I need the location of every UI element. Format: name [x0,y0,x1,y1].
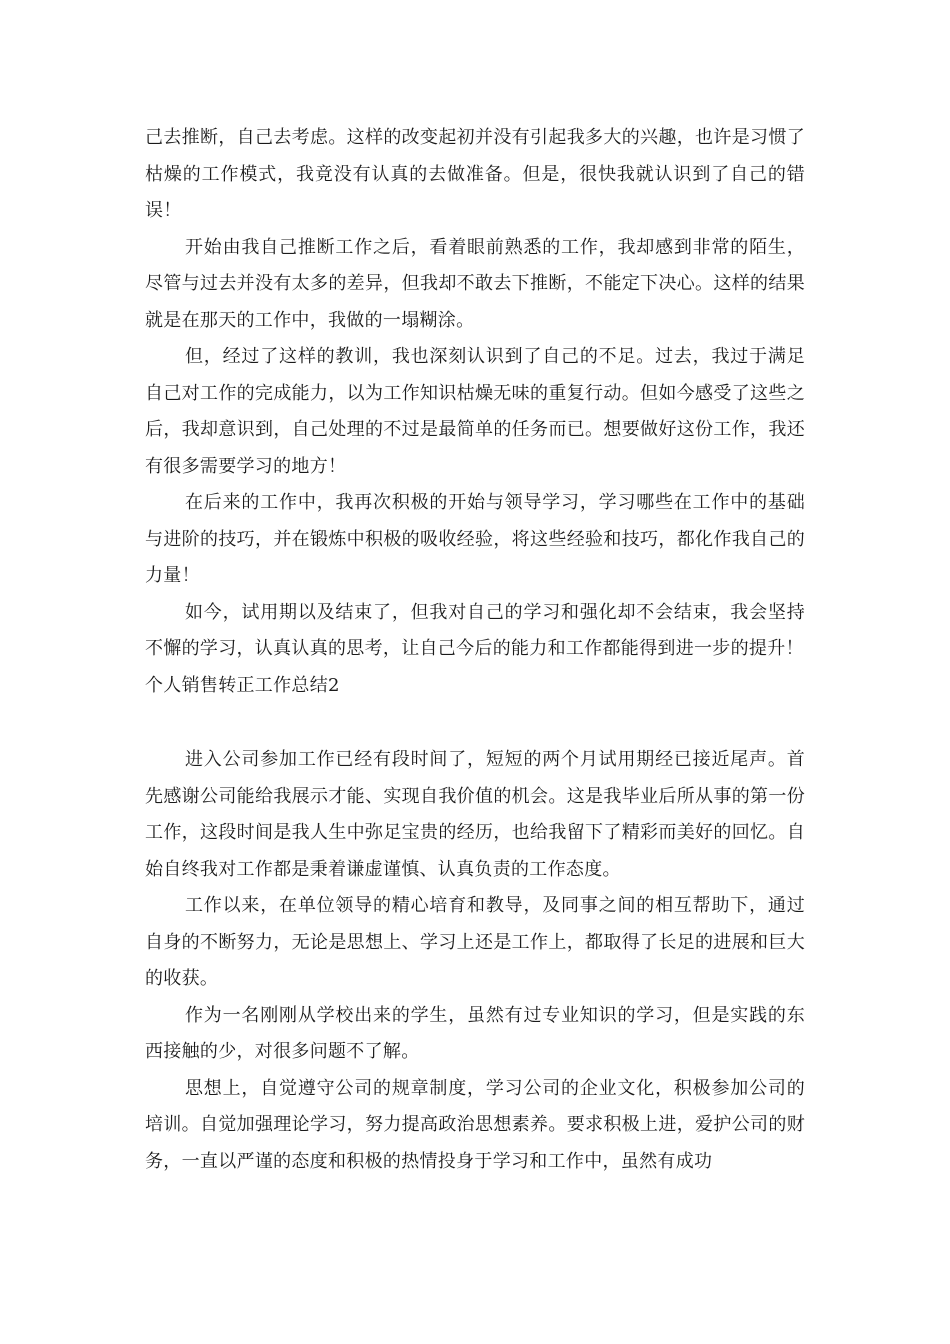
blank-line [145,704,805,742]
paragraph: 在后来的工作中，我再次积极的开始与领导学习，学习哪些在工作中的基础与进阶的技巧，并在锻炼中积极的吸收经验，将这些经验和技巧，都化作我自己的力量！ [145,492,805,586]
section-title: 个人销售转正工作总结2 [145,674,340,696]
paragraph: 但，经过了这样的教训，我也深刻认识到了自己的不足。过去，我过于满足自己对工作的完成能力，以为工作知识枯燥无味的重复行动。但如今感受了这些之后，我却意识到，自己处理的不过是最简单的任务而已。想要做好这份工作，我还有很多需要学习的地方！ [145,346,805,477]
paragraph: 如今，试用期以及结束了，但我对自己的学习和强化却不会结束，我会坚持不懈的学习，认真认真的思考，让自己今后的能力和工作都能得到进一步的提升！ [145,601,805,659]
paragraph: 开始由我自己推断工作之后，看着眼前熟悉的工作，我却感到非常的陌生，尽管与过去并没有太多的差异，但我却不敢去下推断，不能定下决心。这样的结果就是在那天的工作中，我做的一塌糊涂。 [145,236,805,331]
paragraph: 进入公司参加工作已经有段时间了，短短的两个月试用期经已接近尾声。首先感谢公司能给我展示才能、实现自我价值的机会。这是我毕业后所从事的第一份工作，这段时间是我人生中弥足宝贵的经历，也给我留下了精彩而美好的回忆。自始自终我对工作都是秉着谦虚谨慎、认真负责的工作态度。 [145,749,805,880]
paragraph: 工作以来，在单位领导的精心培育和教导，及同事之间的相互帮助下，通过自身的不断努力，无论是思想上、学习上还是工作上，都取得了长足的进展和巨大的收获。 [145,895,805,989]
paragraph: 思想上，自觉遵守公司的规章制度，学习公司的企业文化，积极参加公司的培训。自觉加强理论学习，努力提高政治思想素养。要求积极上进，爱护公司的财务，一直以严谨的态度和积极的热情投身于学习和工作中，虽然有成功 [145,1077,805,1172]
paragraph: 作为一名刚刚从学校出来的学生，虽然有过专业知识的学习，但是实践的东西接触的少，对很多问题不了解。 [145,1004,805,1062]
document-body [145,120,805,1180]
paragraph-continuation: 己去推断，自己去考虑。这样的改变起初并没有引起我多大的兴趣，也许是习惯了枯燥的工作模式，我竟没有认真的去做准备。但是，很快我就认识到了自己的错误！ [145,127,805,221]
